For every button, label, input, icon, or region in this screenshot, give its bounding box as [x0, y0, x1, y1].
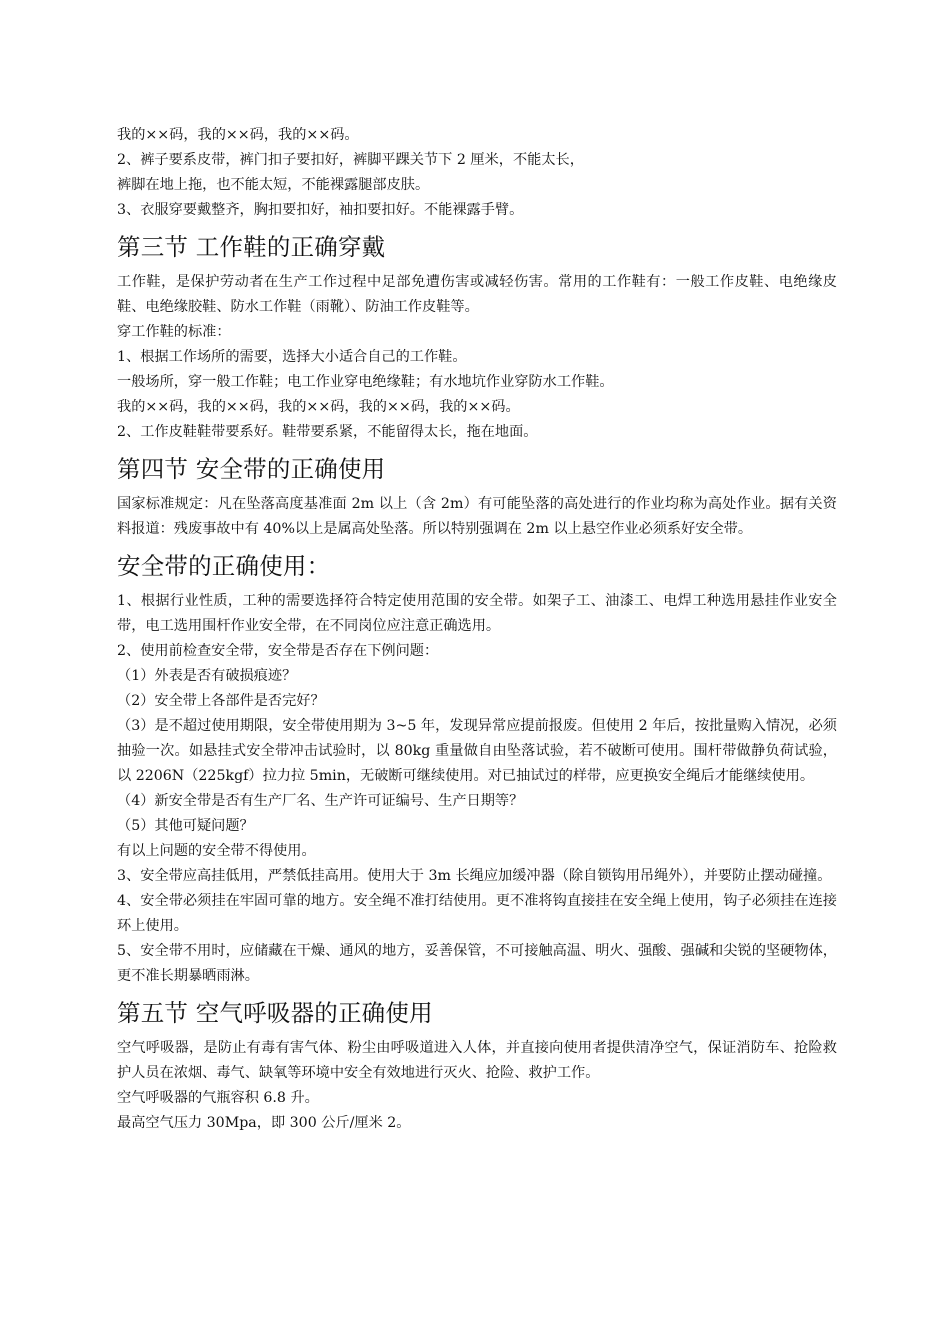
text-line: （4）新安全带是否有生产厂名、生产许可证编号、生产日期等？	[117, 793, 524, 809]
section-heading-3: 第三节 工作鞋的正确穿戴	[117, 233, 386, 261]
text-line: 3、衣服穿要戴整齐，胸扣要扣好，袖扣要扣好。不能裸露手臂。	[117, 202, 524, 218]
text-line: 2、裤子要系皮带，裤门扣子要扣好，裤脚平踝关节下 2 厘米，不能太长，	[117, 152, 584, 168]
text-line: （1）外表是否有破损痕迹？	[117, 668, 297, 684]
text-line: 裤脚在地上拖，也不能太短，不能裸露腿部皮肤。	[117, 177, 430, 193]
document-page	[117, 123, 837, 1136]
text-line: （2）安全带上各部件是否完好？	[117, 693, 325, 709]
text-line: 空气呼吸器的气瓶容积 6.8 升。	[117, 1090, 319, 1106]
text-line: （5）其他可疑问题？	[117, 818, 254, 834]
paragraph: 5、安全带不用时，应储藏在干燥、通风的地方，妥善保管，不可接触高温、明火、强酸、强碱和尖锐的坚硬物体，更不准长期暴晒雨淋。	[117, 943, 837, 984]
section-heading-5: 第五节 空气呼吸器的正确使用	[117, 999, 433, 1027]
text-line: 我的××码，我的××码，我的××码，我的××码，我的××码。	[117, 399, 520, 415]
usage-heading: 安全带的正确使用：	[117, 552, 331, 580]
text-line: 1、根据工作场所的需要，选择大小适合自己的工作鞋。	[117, 349, 467, 365]
text-line: 2、工作皮鞋鞋带要系好。鞋带要系紧，不能留得太长，拖在地面。	[117, 424, 538, 440]
section-heading-4: 第四节 安全带的正确使用	[117, 455, 386, 483]
paragraph: 工作鞋，是保护劳动者在生产工作过程中足部免遭伤害或减轻伤害。常用的工作鞋有：一般工作皮鞋、电绝缘皮鞋、电绝缘胶鞋、防水工作鞋（雨靴）、防油工作皮鞋等。	[117, 274, 837, 315]
paragraph: 3、安全带应高挂低用，严禁低挂高用。使用大于 3m 长绳应加缓冲器（除自锁钩用吊绳外），并要防止摆动碰撞。	[117, 868, 832, 884]
paragraph: 国家标准规定：凡在坠落高度基准面 2m 以上（含 2m）有可能坠落的高处进行的作业均称为高处作业。据有关资料报道：残废事故中有 40%以上是属高处坠落。所以特别强调在 2m 以上悬空作业必须系好安全带。	[117, 496, 837, 537]
text-line: 2、使用前检查安全带，安全带是否存在下例问题：	[117, 643, 439, 659]
paragraph: 1、根据行业性质，工种的需要选择符合特定使用范围的安全带。如架子工、油漆工、电焊工种选用悬挂作业安全带，电工选用围杆作业安全带，在不同岗位应注意正确选用。	[117, 593, 837, 634]
text-line: 我的××码，我的××码，我的××码。	[117, 127, 359, 143]
paragraph: 4、安全带必须挂在牢固可靠的地方。安全绳不准打结使用。更不准将钩直接挂在安全绳上使用，钩子必须挂在连接环上使用。	[117, 893, 837, 934]
text-line: 有以上问题的安全带不得使用。	[117, 843, 316, 859]
text-line: 最高空气压力 30Mpa，即 300 公斤/厘米 2。	[117, 1115, 411, 1131]
text-line: 一般场所，穿一般工作鞋；电工作业穿电绝缘鞋；有水地坑作业穿防水工作鞋。	[117, 374, 614, 390]
paragraph: 空气呼吸器，是防止有毒有害气体、粉尘由呼吸道进入人体，并直接向使用者提供清净空气，保证消防车、抢险救护人员在浓烟、毒气、缺氧等环境中安全有效地进行灭火、抢险、救护工作。	[117, 1040, 837, 1081]
paragraph: （3）是不超过使用期限，安全带使用期为 3~5 年，发现异常应提前报废。但使用 2 年后，按批量购入情况，必须抽验一次。如悬挂式安全带冲击试验时，以 80kg 重量做自由坠落试验，若不破断可使用。围杆带做静负荷试验，以 2206N（225kgf）拉力拉 5min，无破断可继续使用。对已抽试过的样带，应更换安全绳后才能继续使用。	[117, 718, 837, 784]
text-line: 穿工作鞋的标准：	[117, 324, 231, 340]
